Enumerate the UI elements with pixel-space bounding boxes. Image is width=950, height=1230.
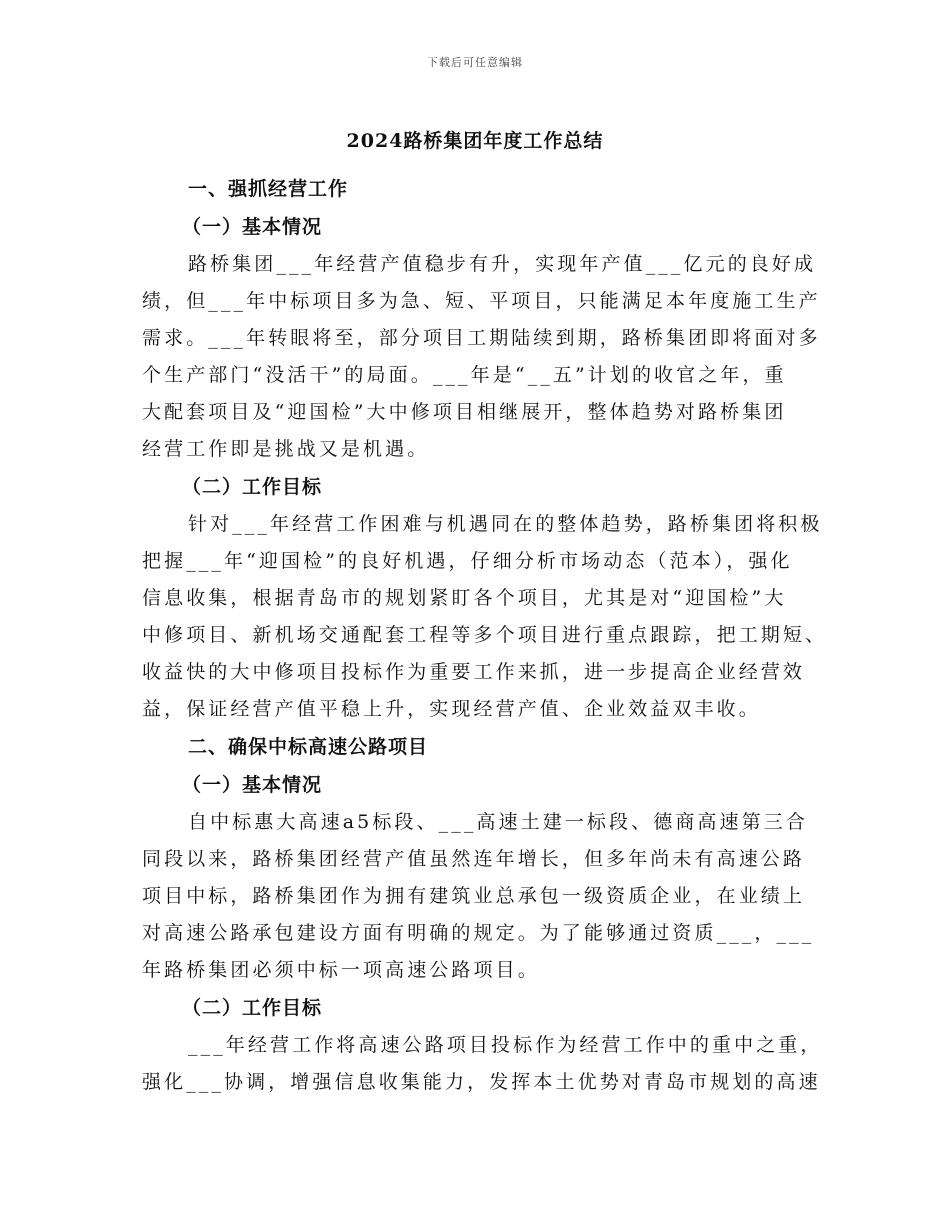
subsection-heading: （二）工作目标 (182, 997, 323, 1019)
paragraph-line: 经营工作即是挑战又是机遇。 (142, 438, 430, 460)
paragraph-line: 年路桥集团必须中标一项高速公路项目。 (142, 959, 540, 981)
paragraph-line: 同段以来，路桥集团经营产值虽然连年增长，但多年尚未有高速公路 (142, 848, 806, 870)
paragraph-line: 绩，但___年中标项目多为急、短、平项目，只能满足本年度施工生产 (142, 290, 821, 312)
paragraph-line: ___年经营工作将高速公路项目投标作为经营工作中的重中之重， (188, 1034, 823, 1056)
paragraph-line: 针对___年经营工作困难与机遇同在的整体趋势，路桥集团将积极 (188, 513, 823, 535)
subsection-heading: （一）基本情况 (182, 216, 323, 238)
paragraph-line: 项目中标，路桥集团作为拥有建筑业总承包一级资质企业，在业绩上 (142, 885, 806, 907)
section-heading: 一、强抓经营工作 (188, 178, 349, 200)
document-title: 2024路桥集团年度工作总结 (346, 130, 604, 152)
paragraph-line: 益，保证经营产值平稳上升，实现经营产值、企业效益双丰收。 (142, 698, 761, 720)
subsection-heading: （二）工作目标 (182, 476, 323, 498)
paragraph-line: 收益快的大中修项目投标作为重要工作来抓，进一步提高企业经营效 (142, 661, 806, 683)
paragraph-line: 对高速公路承包建设方面有明确的规定。为了能够通过资质___，___ (142, 922, 815, 944)
paragraph-line: 路桥集团___年经营产值稳步有升，实现年产值___亿元的良好成 (188, 253, 817, 275)
paragraph-line: 强化___协调，增强信息收集能力，发挥本土优势对青岛市规划的高速 (142, 1071, 821, 1093)
paragraph-line: 大配套项目及“迎国检”大中修项目相继展开，整体趋势对路桥集团 (142, 401, 787, 423)
header-note: 下载后可任意编辑 (427, 56, 523, 69)
paragraph (142, 506, 828, 728)
paragraph-line: 个生产部门“没活干”的局面。___年是“__五”计划的收官之年，重 (142, 364, 787, 386)
paragraph (142, 804, 818, 989)
paragraph (142, 1027, 823, 1101)
subsection-heading: （一）基本情况 (182, 774, 323, 796)
paragraph-line: 信息收集，根据青岛市的规划紧盯各个项目，尤其是对“迎国检”大 (142, 587, 787, 609)
paragraph-line: 需求。___年转眼将至，部分项目工期陆续到期，路桥集团即将面对多 (142, 327, 821, 349)
paragraph-line: 把握___年“迎国检”的良好机遇，仔细分析市场动态（范本），强化 (142, 550, 793, 572)
document-body (142, 170, 828, 1101)
section-heading: 二、确保中标高速公路项目 (188, 736, 429, 758)
paragraph (142, 246, 821, 468)
paragraph-line: 中修项目、新机场交通配套工程等多个项目进行重点跟踪，把工期短、 (142, 624, 828, 646)
paragraph-line: 自中标惠大高速a5标段、___高速土建一标段、德商高速第三合 (188, 811, 808, 833)
